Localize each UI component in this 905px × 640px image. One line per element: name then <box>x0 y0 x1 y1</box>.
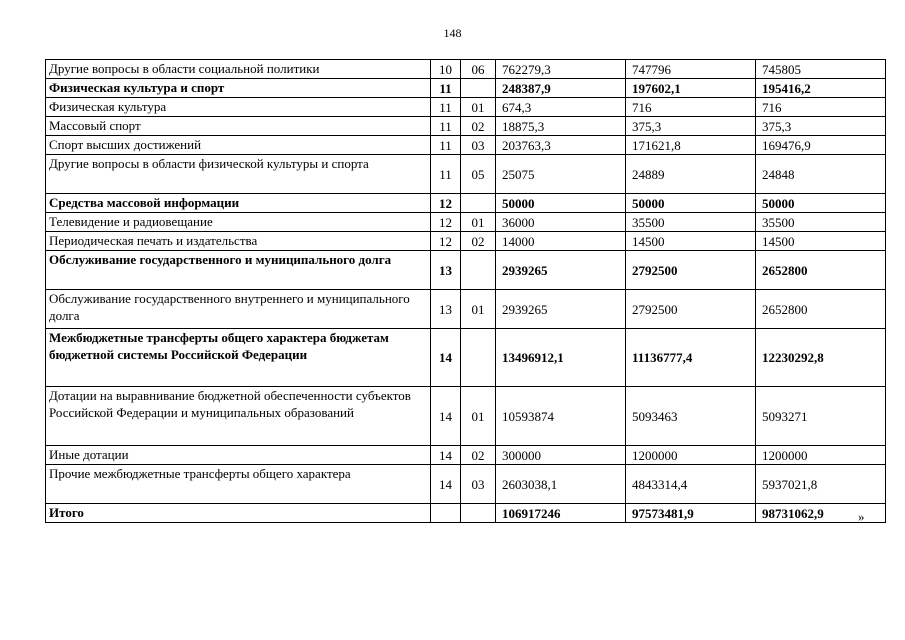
row-name-cell: Итого <box>46 504 431 523</box>
value-cell-1: 25075 <box>496 155 626 194</box>
value-cell-1: 2939265 <box>496 290 626 329</box>
table-row <box>46 465 886 504</box>
section-code-cell: 14 <box>431 465 461 504</box>
section-code-cell: 12 <box>431 232 461 251</box>
subsection-code-cell: 01 <box>461 98 496 117</box>
table-row <box>46 194 886 213</box>
page-number: 148 <box>443 26 462 40</box>
value-cell-2: 747796 <box>626 60 756 79</box>
value-cell-3: 5093271 <box>756 387 886 446</box>
value-cell-2: 97573481,9 <box>626 504 756 523</box>
value-cell-1: 50000 <box>496 194 626 213</box>
section-code-cell: 12 <box>431 194 461 213</box>
value-cell-2: 5093463 <box>626 387 756 446</box>
section-code-cell: 11 <box>431 136 461 155</box>
section-code-cell: 14 <box>431 446 461 465</box>
subsection-code-cell: 01 <box>461 213 496 232</box>
value-cell-3: 2652800 <box>756 290 886 329</box>
value-cell-3: 14500 <box>756 232 886 251</box>
value-cell-1: 674,3 <box>496 98 626 117</box>
section-code-cell: 11 <box>431 155 461 194</box>
table-row <box>46 213 886 232</box>
value-cell-2: 2792500 <box>626 251 756 290</box>
value-cell-2: 716 <box>626 98 756 117</box>
section-code-cell: 11 <box>431 79 461 98</box>
row-name-cell: Физическая культура и спорт <box>46 79 431 98</box>
section-code-cell <box>431 504 461 523</box>
value-cell-3: 716 <box>756 98 886 117</box>
table-row <box>46 232 886 251</box>
value-cell-3: 375,3 <box>756 117 886 136</box>
section-code-cell: 11 <box>431 98 461 117</box>
value-cell-3: 5937021,8 <box>756 465 886 504</box>
table-row <box>46 98 886 117</box>
row-name-cell: Средства массовой информации <box>46 194 431 213</box>
value-cell-1: 2939265 <box>496 251 626 290</box>
subsection-code-cell <box>461 79 496 98</box>
value-cell-2: 11136777,4 <box>626 329 756 387</box>
row-name-cell: Прочие межбюджетные трансферты общего характера <box>46 465 431 504</box>
value-cell-3: 1200000 <box>756 446 886 465</box>
value-cell-1: 13496912,1 <box>496 329 626 387</box>
table-row <box>46 79 886 98</box>
value-cell-1: 248387,9 <box>496 79 626 98</box>
value-cell-1: 36000 <box>496 213 626 232</box>
value-cell-3: 98731062,9 <box>756 504 886 523</box>
section-code-cell: 13 <box>431 290 461 329</box>
value-cell-1: 14000 <box>496 232 626 251</box>
subsection-code-cell: 01 <box>461 387 496 446</box>
table-row <box>46 117 886 136</box>
value-cell-3: 169476,9 <box>756 136 886 155</box>
value-cell-2: 197602,1 <box>626 79 756 98</box>
value-cell-3: 50000 <box>756 194 886 213</box>
row-name-cell: Другие вопросы в области социальной политики <box>46 60 431 79</box>
table-row <box>46 446 886 465</box>
subsection-code-cell: 05 <box>461 155 496 194</box>
table-row <box>46 387 886 446</box>
value-cell-1: 18875,3 <box>496 117 626 136</box>
section-code-cell: 12 <box>431 213 461 232</box>
value-cell-1: 10593874 <box>496 387 626 446</box>
table-row <box>46 329 886 387</box>
value-cell-2: 1200000 <box>626 446 756 465</box>
subsection-code-cell: 06 <box>461 60 496 79</box>
row-name-cell: Спорт высших достижений <box>46 136 431 155</box>
section-code-cell: 14 <box>431 329 461 387</box>
value-cell-2: 171621,8 <box>626 136 756 155</box>
value-cell-1: 762279,3 <box>496 60 626 79</box>
row-name-cell: Физическая культура <box>46 98 431 117</box>
closing-quote-mark: » <box>858 509 865 524</box>
value-cell-2: 14500 <box>626 232 756 251</box>
row-name-cell: Межбюджетные трансферты общего характера бюджетам бюджетной системы Российской Федерации <box>46 329 431 387</box>
subsection-code-cell: 03 <box>461 136 496 155</box>
table-row <box>46 504 886 523</box>
budget-table <box>45 59 886 523</box>
row-name-cell: Телевидение и радиовещание <box>46 213 431 232</box>
subsection-code-cell: 03 <box>461 465 496 504</box>
row-name-cell: Дотации на выравнивание бюджетной обеспеченности субъектов Российской Федерации и муниципальных образований <box>46 387 431 446</box>
subsection-code-cell: 01 <box>461 290 496 329</box>
value-cell-1: 300000 <box>496 446 626 465</box>
subsection-code-cell <box>461 194 496 213</box>
value-cell-3: 24848 <box>756 155 886 194</box>
value-cell-3: 35500 <box>756 213 886 232</box>
value-cell-2: 24889 <box>626 155 756 194</box>
value-cell-2: 2792500 <box>626 290 756 329</box>
table-row <box>46 251 886 290</box>
row-name-cell: Иные дотации <box>46 446 431 465</box>
row-name-cell: Периодическая печать и издательства <box>46 232 431 251</box>
value-cell-1: 203763,3 <box>496 136 626 155</box>
section-code-cell: 14 <box>431 387 461 446</box>
value-cell-1: 2603038,1 <box>496 465 626 504</box>
subsection-code-cell <box>461 329 496 387</box>
row-name-cell: Массовый спорт <box>46 117 431 136</box>
value-cell-3: 195416,2 <box>756 79 886 98</box>
section-code-cell: 13 <box>431 251 461 290</box>
subsection-code-cell <box>461 504 496 523</box>
value-cell-2: 35500 <box>626 213 756 232</box>
row-name-cell: Другие вопросы в области физической культуры и спорта <box>46 155 431 194</box>
subsection-code-cell: 02 <box>461 117 496 136</box>
row-name-cell: Обслуживание государственного и муниципального долга <box>46 251 431 290</box>
value-cell-2: 4843314,4 <box>626 465 756 504</box>
value-cell-2: 50000 <box>626 194 756 213</box>
value-cell-1: 106917246 <box>496 504 626 523</box>
table-row <box>46 155 886 194</box>
value-cell-3: 2652800 <box>756 251 886 290</box>
subsection-code-cell: 02 <box>461 232 496 251</box>
row-name-cell: Обслуживание государственного внутреннего и муниципального долга <box>46 290 431 329</box>
table-row <box>46 60 886 79</box>
subsection-code-cell: 02 <box>461 446 496 465</box>
budget-table-body <box>46 60 886 523</box>
value-cell-3: 12230292,8 <box>756 329 886 387</box>
table-row <box>46 290 886 329</box>
value-cell-2: 375,3 <box>626 117 756 136</box>
subsection-code-cell <box>461 251 496 290</box>
value-cell-3: 745805 <box>756 60 886 79</box>
section-code-cell: 11 <box>431 117 461 136</box>
table-row <box>46 136 886 155</box>
section-code-cell: 10 <box>431 60 461 79</box>
